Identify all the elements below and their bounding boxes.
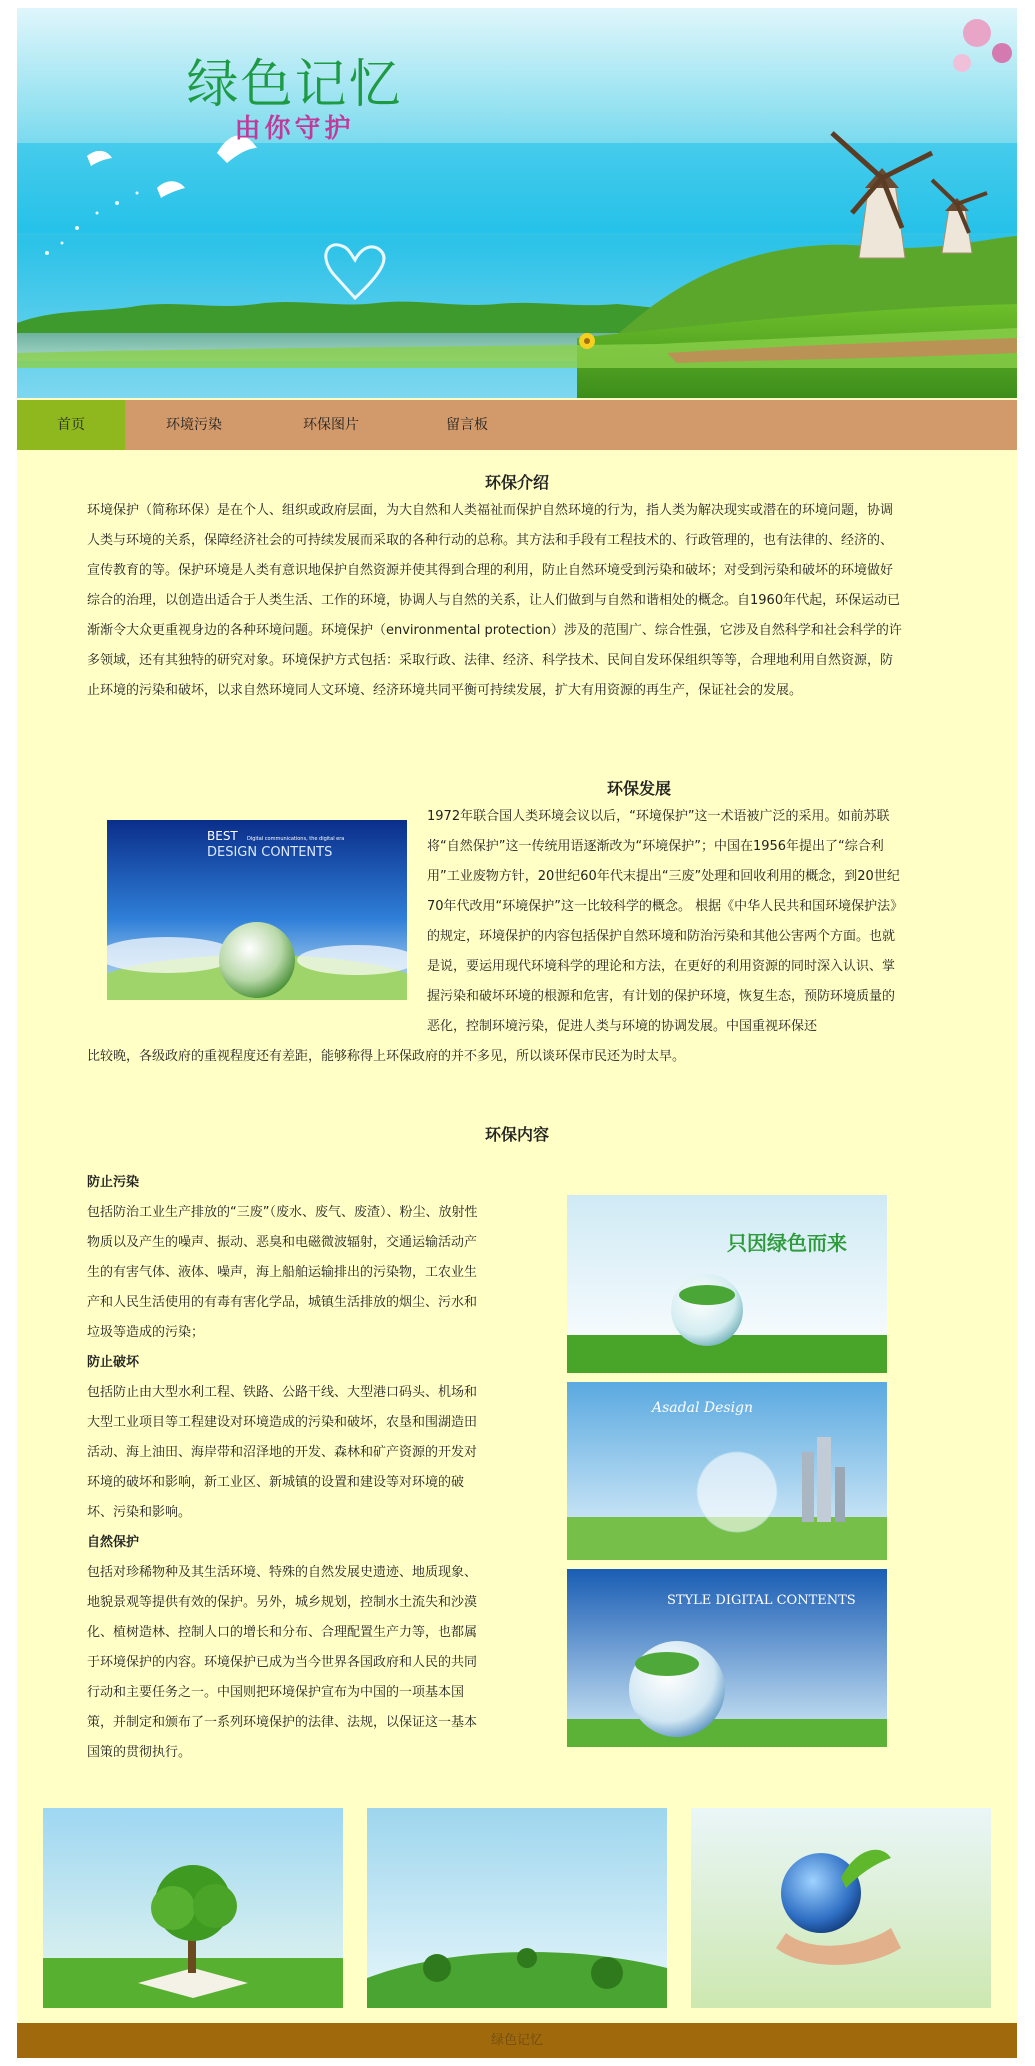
content-sections [87, 1168, 485, 1768]
intro-heading: 环保介绍 [484, 473, 549, 492]
content-image-caption: 只因绿色而来 [727, 1231, 847, 1255]
section-text: 包括防止由大型水利工程、铁路、公路干线、大型港口码头、机场和大型工业项目等工程建设对环境造成的污染和破坏，农垦和围湖造田活动、海上油田、海岸带和沼泽地的开发、森林和矿产资源的开发对环境的破坏和影响，新工业区、新城镇的设置和建设等对环境的破坏、污染和影响。 [87, 1385, 478, 1520]
section-heading: 防止污染 [87, 1175, 140, 1190]
development-heading: 环保发展 [607, 779, 672, 798]
gallery-image-earth-hands [691, 1808, 991, 2008]
content-image-caption: Asadal Design [652, 1400, 754, 1416]
development-text-continued: 比较晚，各级政府的重视程度还有差距，能够称得上环保政府的并不多见，所以谈环保市民还为时太早。 [87, 1049, 686, 1064]
section-heading: 防止破坏 [87, 1355, 140, 1370]
section-text: 包括对珍稀物种及其生活环境、特殊的自然发展史遗迹、地质现象、地貌景观等提供有效的保护。另外，城乡规划，控制水土流失和沙漠化、植树造林、控制人口的增长和分布、合理配置生产力等，也都属于环境保护的内容。环境保护已成为当今世界各国政府和人民的共同行动和主要任务之一。中国则把环境保护宣布为中国的一项基本国策，并制定和颁布了一系列环境保护的法律、法规，以保证这一基本国策的贯彻执行。 [87, 1565, 478, 1760]
footer: 绿色记忆 [17, 2023, 1017, 2058]
page-container [17, 8, 1017, 2058]
intro-text: 环境保护（简称环保）是在个人、组织或政府层面，为大自然和人类福祉而保护自然环境的行为，指人类为解决现实或潜在的环境问题，协调人类与环境的关系，保障经济社会的可持续发展而采取的各种行动的总称。其方法和手段有工程技术的、行政管理的，也有法律的、经济的、宣传教育的等。保护环境是人类有意识地保护自然资源并使其得到合理的利用，防止自然环境受到污染和破坏；对受到污染和破坏的环境做好综合的治理，以创造出适合于人类生活、工作的环境，协调人与自然的关系，让人们做到与自然和谐相处的概念。自1960年代起，环保运动已渐渐令大众更重视身边的各种环境问题。环境保护（environmental protection）涉及的范围广、综合性强，它涉及自然科学和社会科学的许多领域，还有其独特的研究对象。环境保护方式包括：采取行政、法律、经济、科学技术、民间自发环保组织等等，合理地利用自然资源，防止环境的污染和破坏，以求自然环境同人文环境、经济环境共同平衡可持续发展，扩大有用资源的再生产，保证社会的发展。 [87, 503, 902, 698]
nav-item-pollution[interactable]: 环境污染 [166, 417, 222, 433]
flower-icon [579, 333, 595, 349]
gallery-image-hill [367, 1808, 667, 2008]
content-image-caption: STYLE DIGITAL CONTENTS [667, 1593, 856, 1608]
dev-image-text-2: Digital communications, the digital era [247, 836, 345, 842]
dev-image-text-3: DESIGN CONTENTS [207, 845, 333, 860]
nav-item-home[interactable]: 首页 [17, 400, 125, 450]
content-heading: 环保内容 [484, 1125, 549, 1144]
site-title: 绿色记忆 [186, 55, 403, 115]
section-text: 包括防治工业生产排放的“三废”（废水、废气、废渣）、粉尘、放射性物质以及产生的噪声、振动、恶臭和电磁微波辐射，交通运输活动产生的有害气体、液体、噪声，海上船舶运输排出的污染物，工农业生产和人民生活使用的有毒有害化学品，城镇生活排放的烟尘、污水和垃圾等造成的污染； [87, 1205, 478, 1340]
site-subtitle: 由你守护 [234, 114, 355, 144]
main-navigation [17, 400, 1017, 450]
development-image [107, 820, 407, 1000]
section-heading: 自然保护 [87, 1535, 140, 1550]
nav-item-guestbook[interactable]: 留言板 [446, 417, 488, 433]
gallery-image-tree [43, 1808, 343, 2008]
dev-image-text-1: BEST [207, 829, 238, 843]
content-image-globe [567, 1569, 887, 1747]
content-image-green [567, 1195, 887, 1373]
content-image-city [567, 1382, 887, 1560]
development-text: 1972年联合国人类环境会议以后，“环境保护”这一术语被广泛的采用。如前苏联将“自然保护”这一传统用语逐渐改为“环境保护”；中国在1956年提出了“综合利用”工业废物方针，20世纪60年代末提出“三废”处理和回收利用的概念，到20世纪70年代改用“环境保护”这一比较科学的概念。 根据《中华人民共和国环境保护法》的规定，环境保护的内容包括保护自然环境和防治污染和其他公害两个方面。也就是说，要运用现代环境科学的理论和方法，在更好的利用资源的同时深入认识、掌握污染和破坏环境的根源和危害，有计划的保护环境，恢复生态，预防环境质量的恶化，控制环境污染，促进人类与环境的协调发展。中国重视环保还 [427, 809, 900, 1034]
nav-item-photos[interactable]: 环保图片 [303, 417, 359, 433]
header-banner [17, 8, 1017, 398]
